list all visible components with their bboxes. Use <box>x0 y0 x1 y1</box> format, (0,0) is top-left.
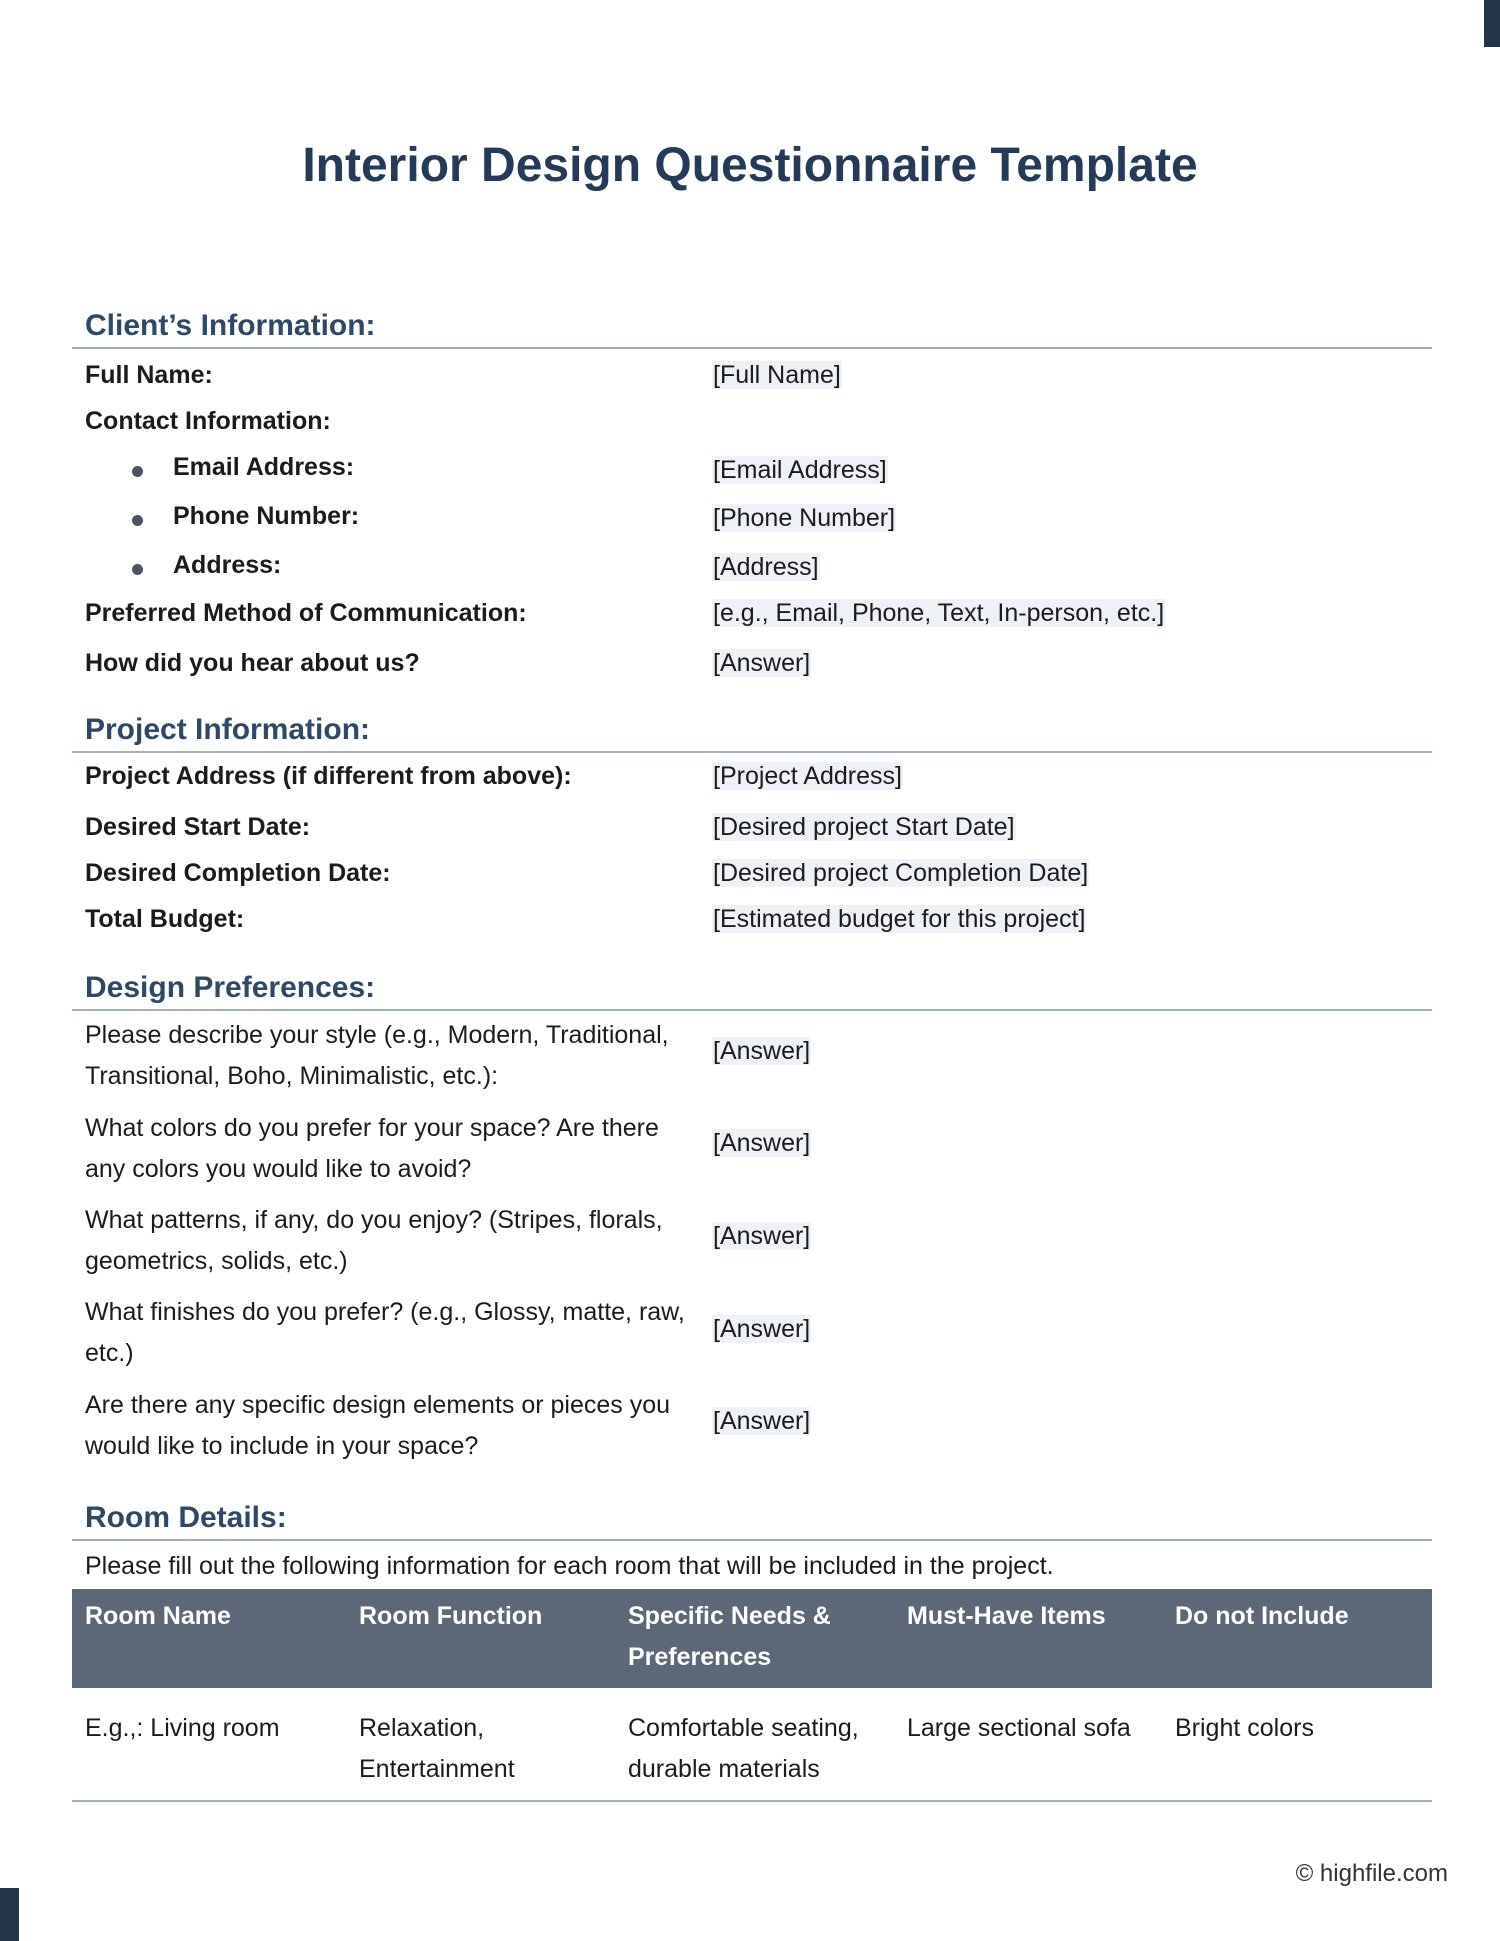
section-heading: Project Information: <box>72 710 1432 753</box>
room-details-instructions: Please fill out the following information for each room that will be included in the project. <box>85 1552 1054 1580</box>
column-header-room-function: Room Function <box>346 1589 615 1688</box>
question-text: What patterns, if any, do you enjoy? (Stripes, florals, geometrics, solids, etc.) <box>85 1206 663 1275</box>
start-date-label: Desired Start Date: <box>85 813 311 841</box>
project-address-label: Project Address (if different from above): <box>85 762 572 790</box>
project-information-section <box>72 710 1432 933</box>
phone-label: Phone Number: <box>173 502 360 530</box>
column-header-do-not-include: Do not Include <box>1162 1589 1432 1688</box>
email-label: Email Address: <box>173 453 355 481</box>
answer-field[interactable]: [Answer] <box>713 1407 811 1435</box>
full-name-label: Full Name: <box>85 361 213 389</box>
client-information-section <box>72 306 1432 677</box>
full-name-field[interactable]: [Full Name] <box>713 361 841 389</box>
room-function-cell[interactable]: Relaxation, Entertainment <box>346 1688 615 1801</box>
bullet-icon <box>132 564 143 575</box>
project-address-field[interactable]: [Project Address] <box>713 762 902 790</box>
address-field[interactable]: [Address] <box>713 553 819 581</box>
corner-accent-top-right <box>1484 0 1500 47</box>
do-not-include-cell[interactable]: Bright colors <box>1162 1688 1432 1801</box>
budget-label: Total Budget: <box>85 905 245 933</box>
bullet-icon <box>132 466 143 477</box>
column-header-must-have-items: Must-Have Items <box>894 1589 1162 1688</box>
email-field[interactable]: [Email Address] <box>713 456 887 484</box>
table-header-row <box>72 1589 1432 1688</box>
specific-needs-cell[interactable]: Comfortable seating, durable materials <box>615 1688 894 1801</box>
room-details-table <box>72 1589 1432 1802</box>
question-text: Please describe your style (e.g., Modern, Traditional, Transitional, Boho, Minimalistic, etc.): <box>85 1021 669 1090</box>
corner-accent-bottom-left <box>0 1888 19 1941</box>
budget-field[interactable]: [Estimated budget for this project] <box>713 905 1086 933</box>
section-heading: Client’s Information: <box>72 306 1432 349</box>
question-text: What colors do you prefer for your space? Are there any colors you would like to avoid? <box>85 1114 659 1183</box>
question-text: What finishes do you prefer? (e.g., Glossy, matte, raw, etc.) <box>85 1298 685 1367</box>
document-title: Interior Design Questionnaire Template <box>302 139 1198 192</box>
phone-field[interactable]: [Phone Number] <box>713 504 896 532</box>
bullet-icon <box>132 515 143 526</box>
referral-label: How did you hear about us? <box>85 649 420 677</box>
communication-method-label: Preferred Method of Communication: <box>85 599 527 627</box>
question-text: Are there any specific design elements or pieces you would like to include in your space? <box>85 1391 671 1460</box>
address-label: Address: <box>173 551 282 579</box>
start-date-field[interactable]: [Desired project Start Date] <box>713 813 1015 841</box>
must-have-items-cell[interactable]: Large sectional sofa <box>894 1688 1162 1801</box>
room-details-section <box>72 1498 1432 1802</box>
column-header-room-name: Room Name <box>72 1589 346 1688</box>
answer-field[interactable]: [Answer] <box>713 1315 811 1343</box>
design-preferences-section <box>72 968 1432 1460</box>
column-header-specific-needs: Specific Needs & Preferences <box>615 1589 894 1688</box>
completion-date-field[interactable]: [Desired project Completion Date] <box>713 859 1089 887</box>
referral-field[interactable]: [Answer] <box>713 649 811 677</box>
section-heading: Room Details: <box>72 1498 1432 1541</box>
answer-field[interactable]: [Answer] <box>713 1222 811 1250</box>
communication-method-field[interactable]: [e.g., Email, Phone, Text, In-person, etc.] <box>713 599 1165 627</box>
contact-information-label: Contact Information: <box>85 407 331 435</box>
answer-field[interactable]: [Answer] <box>713 1037 811 1065</box>
table-row <box>72 1688 1432 1801</box>
footer-copyright: © highfile.com <box>1295 1860 1448 1887</box>
room-name-cell[interactable]: E.g.,: Living room <box>72 1688 346 1801</box>
completion-date-label: Desired Completion Date: <box>85 859 391 887</box>
section-heading: Design Preferences: <box>72 968 1432 1011</box>
answer-field[interactable]: [Answer] <box>713 1129 811 1157</box>
